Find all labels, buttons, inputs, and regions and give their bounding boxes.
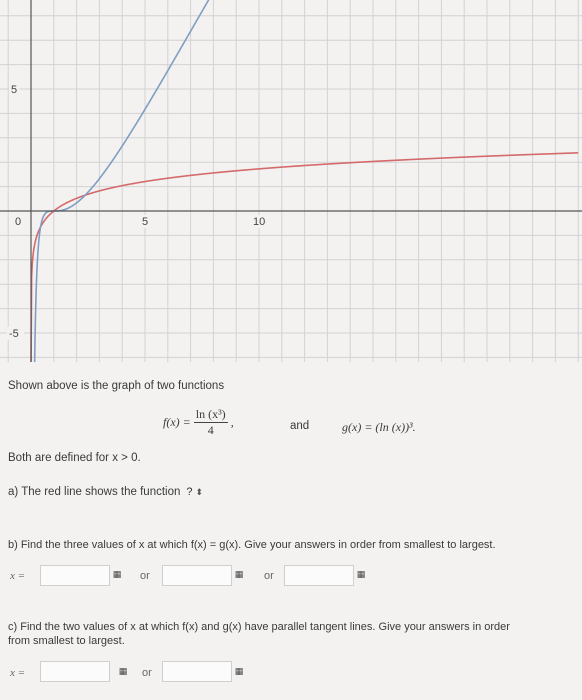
part-c-line-1: c) Find the two values of x at which f(x) and g(x) have parallel tangent lines. Give your answers in order: [8, 621, 510, 633]
part-b-or-2: or: [264, 570, 274, 582]
tick-label: 5: [142, 216, 149, 228]
select-value: ?: [186, 486, 193, 498]
part-b-answer-1[interactable]: [40, 565, 110, 586]
keypad-icon[interactable]: ▦: [234, 667, 244, 677]
part-b-answer-2[interactable]: [162, 565, 232, 586]
part-c-line-2: from smallest to largest.: [8, 635, 125, 647]
part-b-or-1: or: [140, 570, 150, 582]
f-definition: [163, 407, 234, 438]
function-select[interactable]: [186, 486, 203, 498]
keypad-icon[interactable]: ▦: [112, 570, 122, 580]
f-numerator: ln (x³): [195, 407, 226, 421]
part-a-row: [8, 486, 203, 498]
part-b-x-label: x =: [10, 570, 26, 582]
g-curve-blue: [34, 0, 282, 362]
intro-text: Shown above is the graph of two functions: [8, 380, 225, 392]
part-c-answer-2[interactable]: [162, 661, 232, 682]
tick-label: 5: [11, 84, 18, 96]
part-c-or: or: [142, 667, 152, 679]
tick-label: 10: [253, 216, 266, 228]
updown-icon: ⬍: [195, 486, 204, 497]
f-denominator: 4: [207, 423, 214, 437]
keypad-icon[interactable]: ▦: [118, 667, 128, 677]
tick-label: -5: [9, 328, 19, 340]
part-a-text: a) The red line shows the function: [8, 486, 181, 498]
part-c-x-label: x =: [10, 667, 26, 679]
f-fraction: [194, 407, 228, 438]
g-definition: g(x) = (ln (x))³.: [342, 420, 416, 434]
part-b-text: b) Find the three values of x at which f(x) = g(x). Give your answers in order from smallest to largest.: [8, 539, 496, 551]
f-lhs: f(x) =: [163, 415, 191, 429]
f-comma: ,: [230, 415, 234, 429]
keypad-icon[interactable]: ▦: [356, 570, 366, 580]
tick-label: 0: [15, 216, 22, 228]
domain-text: Both are defined for x > 0.: [8, 452, 141, 464]
keypad-icon[interactable]: ▦: [234, 570, 244, 580]
part-c-answer-1[interactable]: [40, 661, 110, 682]
and-word: and: [290, 420, 310, 432]
part-b-answer-3[interactable]: [284, 565, 354, 586]
